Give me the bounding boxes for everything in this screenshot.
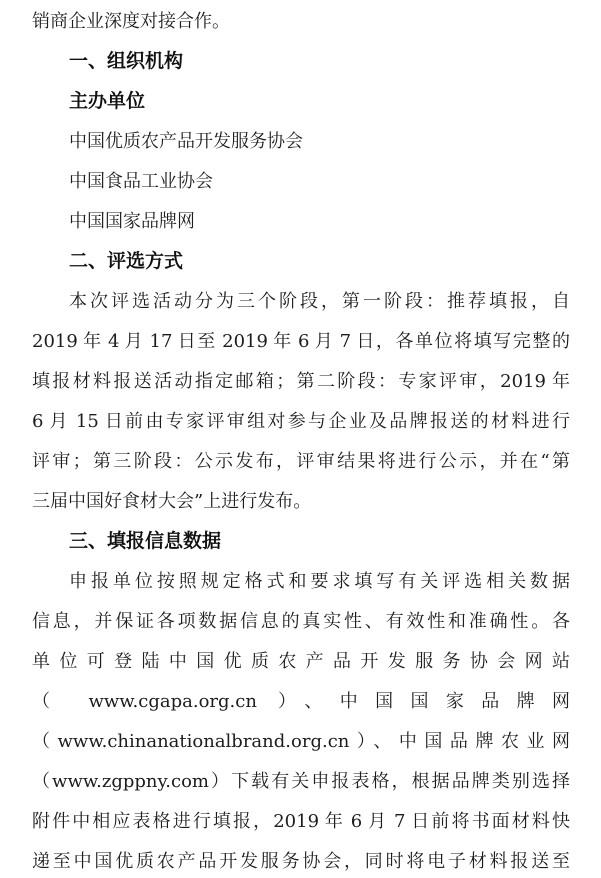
text-line: 单位可登陆中国优质农产品开发服务协会网站 xyxy=(32,651,570,672)
text-line: 2019 年 4 月 17 日至 2019 年 6 月 7 日，各单位将填写完整的 xyxy=(32,331,570,352)
text-line: 申报单位按照规定格式和要求填写有关评选相关数据 xyxy=(69,571,570,592)
text-line: 三届中国好食材大会”上进行发布。 xyxy=(32,491,312,512)
heading-selection-method: 二、评选方式 xyxy=(69,251,184,272)
text-line: 评审；第三阶段：公示发布，评审结果将进行公示，并在“第 xyxy=(32,451,570,472)
org-name-line: 中国国家品牌网 xyxy=(69,211,195,232)
text-line-continuation: 销商企业深度对接合作。 xyxy=(32,11,230,32)
text-line: 6 月 15 日前由专家评审组对参与企业及品牌报送的材料进行 xyxy=(32,411,570,432)
text-line-website-url: （www.zgppny.com）下载有关申报表格，根据品牌类别选择 xyxy=(32,771,570,792)
text-line: 本次评选活动分为三个阶段，第一阶段：推荐填报，自 xyxy=(69,291,570,312)
org-name-line: 中国优质农产品开发服务协会 xyxy=(69,131,303,152)
text-line: 填报材料报送活动指定邮箱；第二阶段：专家评审，2019 年 xyxy=(32,371,570,392)
text-line-website-url: （ www.cgapa.org.cn ）、中国国家品牌网 xyxy=(32,691,570,712)
heading-filing-info-data: 三、填报信息数据 xyxy=(69,531,222,552)
heading-organization: 一、组织机构 xyxy=(69,51,184,72)
text-line-website-url: （www.chinanationalbrand.org.cn）、中国品牌农业网 xyxy=(32,731,570,752)
text-line: 递至中国优质农产品开发服务协会，同时将电子材料报送至 xyxy=(32,851,570,872)
org-name-line: 中国食品工业协会 xyxy=(69,171,213,192)
text-line: 附件中相应表格进行填报，2019 年 6 月 7 日前将书面材料快 xyxy=(32,811,570,832)
heading-host-units: 主办单位 xyxy=(69,91,146,112)
text-line: 信息，并保证各项数据信息的真实性、有效性和准确性。各 xyxy=(32,611,570,632)
